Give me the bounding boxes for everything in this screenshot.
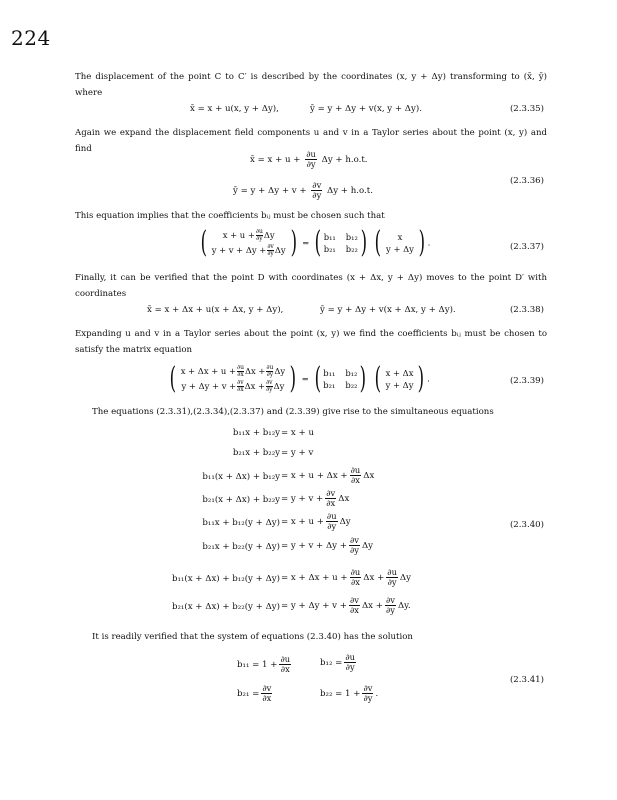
term: ȳ = y + Δy + v +	[233, 186, 307, 196]
partial-fraction	[237, 380, 244, 393]
partial-fraction	[311, 181, 322, 200]
numerator: ∂v	[312, 180, 322, 190]
denominator: ∂y	[306, 159, 316, 169]
right-paren: )	[290, 225, 297, 260]
denominator: ∂x	[326, 498, 336, 508]
denominator: ∂y	[385, 605, 395, 615]
numerator: ∂v	[266, 379, 273, 386]
right-paren: )	[360, 361, 367, 396]
numerator: ∂v	[237, 379, 244, 386]
term: Δx	[338, 494, 350, 504]
left-paren: (	[314, 225, 322, 260]
rhs	[281, 512, 351, 531]
term: Δy	[361, 541, 374, 551]
numerator: ∂v	[326, 488, 336, 498]
term: b₂₂ = 1 +	[320, 689, 361, 699]
lhs: b₁₁x + b₁₂y	[232, 428, 280, 438]
term: x + Δx + u +	[180, 366, 236, 376]
left-paren: (	[374, 361, 381, 396]
paragraph: Expanding u and v in a Taylor series about the point (x, y) we find the coefficients bᵢⱼ must be chosen to satisfy the matrix equation	[75, 329, 547, 355]
denominator: ∂x	[237, 386, 244, 393]
denominator: ∂x	[349, 605, 359, 615]
equation-2-3-37	[198, 225, 431, 260]
b22: b₂₂	[345, 380, 358, 390]
rhs	[281, 466, 374, 485]
rhs	[281, 568, 411, 587]
equation-number: (2.3.40)	[509, 520, 544, 530]
partial-fraction	[386, 568, 398, 587]
equation-number: (2.3.36)	[509, 176, 544, 186]
denominator: ∂y	[267, 250, 274, 257]
denominator: ∂y	[266, 371, 274, 378]
page-number: 224	[11, 26, 51, 50]
term: = y + Δy + v +	[281, 601, 347, 611]
rhs: = y + v	[281, 448, 314, 458]
equals: =	[302, 238, 310, 249]
numerator: ∂u	[350, 567, 361, 577]
equals: =	[301, 374, 309, 385]
partial-fraction	[349, 536, 360, 555]
partial-fraction	[325, 489, 336, 508]
denominator: ∂y	[363, 693, 373, 703]
period: .	[427, 238, 431, 249]
equation-number: (2.3.38)	[509, 305, 544, 315]
column	[210, 229, 288, 257]
denominator: ∂y	[266, 386, 273, 393]
rhs	[281, 596, 411, 615]
right-paren: )	[360, 225, 367, 260]
term: = x + u + Δx +	[281, 471, 348, 481]
rhs	[281, 489, 349, 508]
partial-fraction	[279, 655, 291, 674]
term: Δx +	[363, 573, 385, 583]
numerator: ∂v	[349, 595, 359, 605]
numerator: ∂v	[363, 683, 373, 693]
term: = x + Δx + u +	[281, 573, 348, 583]
v1: x + Δx	[385, 368, 414, 378]
right-paren: )	[289, 361, 297, 396]
equation-number: (2.3.37)	[509, 242, 544, 252]
partial-fraction	[350, 568, 362, 587]
lhs: b₁₁(x + Δx) + b₁₂y	[202, 472, 280, 482]
paragraph: Finally, it can be verified that the point D with coordinates (x + Δx, y + Δy) moves to the point D′ with coordinates	[75, 273, 547, 299]
denominator: ∂y	[345, 662, 355, 672]
numerator: ∂u	[326, 511, 337, 521]
equation-number: (2.3.35)	[509, 104, 544, 114]
right-paren: )	[418, 225, 425, 260]
term: b₁₂ =	[320, 658, 343, 668]
numerator: ∂u	[350, 465, 361, 475]
solution-b22	[320, 684, 378, 703]
denominator: ∂x	[350, 475, 360, 485]
row-2	[181, 380, 285, 393]
vector	[372, 225, 427, 260]
partial-fraction	[350, 466, 362, 485]
term: x + u +	[222, 230, 255, 240]
denominator: ∂x	[237, 371, 244, 378]
numerator: ∂v	[349, 535, 359, 545]
numerator: ∂u	[306, 149, 316, 159]
term: Δy	[274, 245, 286, 255]
term: Δy	[274, 366, 286, 376]
numerator: ∂v	[262, 683, 272, 693]
term: = y + v + Δy +	[281, 541, 347, 551]
term: Δy.	[397, 601, 411, 611]
term: Δy	[339, 517, 351, 527]
partial-fraction	[305, 150, 317, 169]
partial-fraction	[266, 380, 273, 393]
equation-number: (2.3.39)	[509, 376, 544, 386]
column	[384, 232, 416, 254]
coefficient-matrix	[312, 361, 370, 396]
paragraph: This equation implies that the coefficients bᵢⱼ must be chosen such that	[75, 211, 385, 221]
paragraph: The equations (2.3.31),(2.3.34),(2.3.37) and (2.3.39) give rise to the simultaneous equations	[92, 407, 494, 417]
denominator: ∂x	[262, 693, 272, 703]
numerator: ∂v	[385, 595, 395, 605]
term: Δy + h.o.t.	[327, 186, 373, 196]
denominator: ∂y	[349, 545, 359, 555]
v2: y + Δy	[385, 380, 414, 390]
row-1	[181, 365, 285, 378]
lhs: b₁₁x + b₁₂(y + Δy)	[202, 518, 280, 528]
matrix-lhs	[198, 225, 299, 260]
lhs: b₂₁x + b₂₂y	[232, 448, 280, 458]
numerator: ∂u	[266, 364, 274, 371]
solution-b21	[237, 684, 274, 703]
b11: b₁₁	[323, 232, 336, 242]
grid	[323, 368, 357, 390]
partial-fraction	[266, 365, 273, 378]
equation-2-3-38-x: x̄ = x + Δx + u(x + Δx, y + Δy),	[147, 305, 284, 315]
b21: b₂₁	[323, 380, 336, 390]
column	[384, 368, 416, 390]
term: b₁₁ = 1 +	[237, 660, 278, 670]
vector	[372, 361, 427, 396]
lhs: b₂₁(x + Δx) + b₂₂y	[202, 495, 280, 505]
left-paren: (	[314, 361, 321, 396]
column	[179, 365, 287, 393]
numerator: ∂u	[255, 228, 263, 235]
term: Δy + h.o.t.	[321, 155, 368, 165]
equation-2-3-36-y	[233, 181, 373, 200]
term: = x + u +	[281, 517, 324, 527]
left-paren: (	[200, 225, 208, 260]
denominator: ∂y	[312, 190, 322, 200]
equation-2-3-39	[167, 361, 430, 396]
equation-2-3-35-y: ȳ = y + Δy + v(x, y + Δy).	[310, 104, 422, 114]
term: Δx +	[244, 381, 266, 391]
equation-number: (2.3.41)	[509, 675, 544, 685]
numerator: ∂u	[387, 567, 397, 577]
term: y + Δy + v +	[181, 381, 237, 391]
partial-fraction	[237, 365, 244, 378]
partial-fraction	[344, 653, 356, 672]
partial-fraction	[326, 512, 338, 531]
b22: b₂₂	[345, 244, 358, 254]
v1: x	[397, 232, 403, 242]
row-2	[212, 244, 286, 257]
denominator: ∂x	[280, 664, 290, 674]
denominator: ∂y	[387, 577, 397, 587]
numerator: ∂u	[236, 364, 244, 371]
paragraph: The displacement of the point C to C′ is described by the coordinates (x, y + Δy) transforming to (x̄, ȳ) where	[75, 72, 547, 98]
denominator: ∂x	[350, 577, 360, 587]
paragraph: Again we expand the displacement field components u and v in a Taylor series about the point (x, y) and find	[75, 128, 547, 154]
partial-fraction	[261, 684, 272, 703]
left-paren: (	[169, 361, 177, 396]
term: Δx +	[361, 601, 383, 611]
equation-2-3-35-x: x̄ = x + u(x, y + Δy),	[190, 104, 279, 114]
left-paren: (	[374, 225, 382, 260]
partial-fraction	[256, 229, 263, 242]
b12: b₁₂	[345, 368, 358, 378]
paragraph: It is readily verified that the system of equations (2.3.40) has the solution	[92, 632, 413, 642]
term: x̄ = x + u +	[250, 155, 301, 165]
term: Δy	[263, 230, 275, 240]
matrix-lhs	[167, 361, 299, 396]
equation-2-3-38-y: ȳ = y + Δy + v(x + Δx, y + Δy).	[320, 305, 456, 315]
numerator: ∂v	[267, 243, 274, 250]
b21: b₂₁	[323, 244, 336, 254]
partial-fraction	[349, 596, 360, 615]
b12: b₁₂	[345, 232, 358, 242]
period: .	[427, 374, 430, 385]
row-1	[212, 229, 286, 242]
v2: y + Δy	[386, 244, 414, 254]
right-paren: )	[418, 361, 425, 396]
partial-fraction	[267, 244, 274, 257]
numerator: ∂u	[345, 652, 355, 662]
lhs: b₂₁(x + Δx) + b₂₂(y + Δy)	[171, 602, 280, 612]
term: Δy	[273, 381, 285, 391]
lhs: b₁₁(x + Δx) + b₁₂(y + Δy)	[171, 574, 280, 584]
rhs: = x + u	[281, 428, 314, 438]
lhs: b₂₁x + b₂₂(y + Δy)	[202, 542, 280, 552]
term: y + v + Δy +	[211, 245, 267, 255]
term: Δy	[399, 573, 411, 583]
term: b₂₁ =	[237, 689, 260, 699]
b11: b₁₁	[323, 368, 336, 378]
term: Δx +	[244, 366, 266, 376]
grid	[324, 232, 358, 254]
coefficient-matrix	[312, 225, 370, 260]
denominator: ∂y	[256, 235, 263, 242]
solution-b12	[320, 653, 358, 672]
numerator: ∂u	[280, 654, 291, 664]
solution-b11	[237, 655, 293, 674]
partial-fraction	[385, 596, 396, 615]
equation-2-3-36-x	[250, 150, 368, 169]
term: Δx	[363, 471, 375, 481]
denominator: ∂y	[327, 521, 337, 531]
period: .	[375, 689, 379, 699]
term: = y + v +	[281, 494, 324, 504]
partial-fraction	[362, 684, 373, 703]
rhs	[281, 536, 373, 555]
